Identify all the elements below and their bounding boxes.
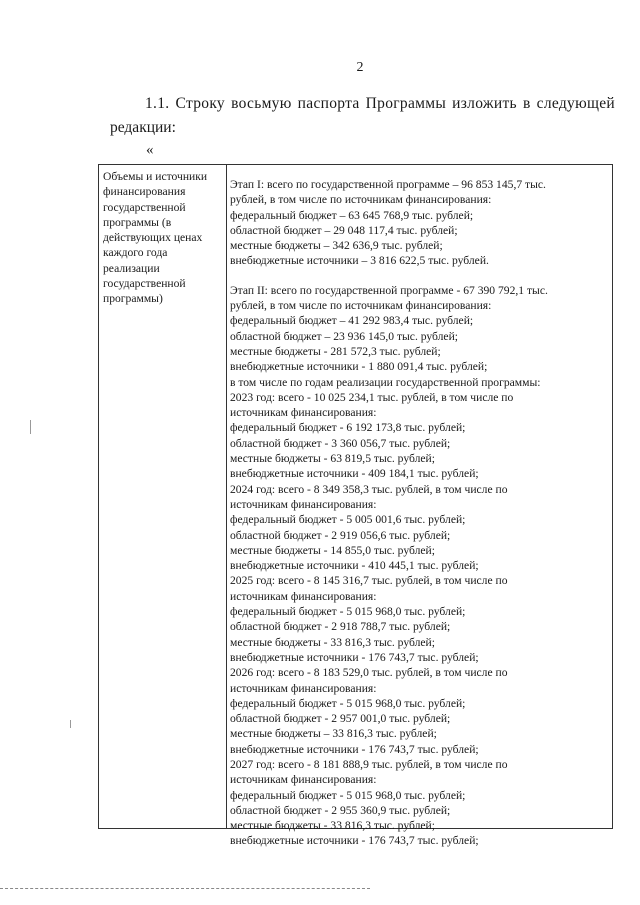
stage2-line: областной бюджет - 2 957 001,0 тыс. рублей; bbox=[230, 712, 451, 726]
stage2-line: 2025 год: всего - 8 145 316,7 тыс. рублей, в том числе по bbox=[230, 574, 508, 588]
stage2-line: 2023 год: всего - 10 025 234,1 тыс. рублей, в том числе по bbox=[230, 390, 514, 404]
table-left-cell bbox=[103, 169, 225, 307]
stage2-line: областной бюджет - 3 360 056,7 тыс. рублей; bbox=[230, 436, 451, 450]
stage1-line: федеральный бюджет – 63 645 768,9 тыс. рублей; bbox=[230, 208, 474, 222]
left-cell-line: государственной bbox=[103, 277, 186, 291]
stage2-line: федеральный бюджет - 5 005 001,6 тыс. рублей; bbox=[230, 513, 466, 527]
stage2-line: источникам финансирования: bbox=[230, 773, 377, 787]
stage2-line: Этап II: всего по государственной программе - 67 390 792,1 тыс. bbox=[230, 283, 548, 297]
stage2-line: местные бюджеты - 33 816,3 тыс. рублей; bbox=[230, 635, 435, 649]
stage2-line: местные бюджеты - 33 816,3 тыс. рублей; bbox=[230, 819, 435, 833]
page-number: 2 bbox=[356, 60, 364, 75]
stage2-line: федеральный бюджет - 5 015 968,0 тыс. рублей; bbox=[230, 788, 466, 802]
left-cell-line: программы (в bbox=[103, 215, 172, 229]
left-cell-line: Объемы и источники bbox=[103, 170, 208, 183]
stage2-line: внебюджетные источники - 176 743,7 тыс. рублей; bbox=[230, 834, 479, 848]
stage2-line: внебюджетные источники - 176 743,7 тыс. рублей; bbox=[230, 650, 479, 664]
table-column-divider bbox=[226, 165, 227, 828]
stage2-line: областной бюджет – 23 936 145,0 тыс. рублей; bbox=[230, 329, 459, 343]
stage2-line: областной бюджет - 2 918 788,7 тыс. рублей; bbox=[230, 620, 451, 634]
stage2-line: федеральный бюджет - 5 015 968,0 тыс. рублей; bbox=[230, 696, 466, 710]
intro-paragraph-line2: редакции: bbox=[110, 119, 176, 136]
stage2-line: 2024 год: всего - 8 349 358,3 тыс. рублей, в том числе по bbox=[230, 482, 508, 496]
stage2-line: федеральный бюджет – 41 292 983,4 тыс. рублей; bbox=[230, 314, 474, 328]
stage2-line: в том числе по годам реализации государственной программы: bbox=[230, 375, 541, 389]
stage1-line: внебюджетные источники – 3 816 622,5 тыс. рублей. bbox=[230, 254, 489, 268]
scan-mark bbox=[30, 420, 31, 434]
stage2-line: областной бюджет - 2 955 360,9 тыс. рублей; bbox=[230, 803, 451, 817]
stage2-line: местные бюджеты - 281 572,3 тыс. рублей; bbox=[230, 344, 441, 358]
stage2-line: рублей, в том числе по источникам финансирования: bbox=[230, 299, 492, 313]
stage2-line: 2027 год: всего - 8 181 888,9 тыс. рублей, в том числе по bbox=[230, 757, 508, 771]
left-cell-line: финансирования bbox=[103, 185, 186, 199]
stage2-line: федеральный бюджет - 5 015 968,0 тыс. рублей; bbox=[230, 605, 466, 619]
left-cell-line: программы) bbox=[103, 292, 163, 306]
left-cell-line: государственной bbox=[103, 200, 186, 214]
table-right-cell bbox=[230, 177, 610, 849]
stage2-line: внебюджетные источники - 409 184,1 тыс. рублей; bbox=[230, 467, 479, 481]
stage2-line: областной бюджет - 2 919 056,6 тыс. рублей; bbox=[230, 528, 451, 542]
left-cell-line: действующих ценах bbox=[103, 231, 203, 245]
stage2-line: федеральный бюджет - 6 192 173,8 тыс. рублей; bbox=[230, 421, 466, 435]
stage2-block bbox=[230, 283, 610, 849]
left-cell-line: каждого года bbox=[103, 246, 168, 260]
stage2-line: местные бюджеты – 33 816,3 тыс. рублей; bbox=[230, 727, 437, 741]
stage2-line: внебюджетные источники - 176 743,7 тыс. рублей; bbox=[230, 742, 479, 756]
scan-footer-line bbox=[0, 888, 370, 889]
stage2-line: внебюджетные источники - 410 445,1 тыс. рублей; bbox=[230, 559, 479, 573]
intro-paragraph-line1: 1.1. Строку восьмую паспорта Программы изложить в следующей bbox=[145, 95, 615, 112]
stage2-line: 2026 год: всего - 8 183 529,0 тыс. рублей, в том числе по bbox=[230, 666, 508, 680]
opening-quote: « bbox=[146, 142, 154, 158]
stage2-line: местные бюджеты - 14 855,0 тыс. рублей; bbox=[230, 543, 435, 557]
stage2-line: местные бюджеты - 63 819,5 тыс. рублей; bbox=[230, 452, 435, 466]
stage1-line: Этап I: всего по государственной программе – 96 853 145,7 тыс. bbox=[230, 178, 546, 191]
block-gap bbox=[230, 269, 610, 283]
stage2-line: источникам финансирования: bbox=[230, 681, 377, 695]
passport-table bbox=[98, 164, 613, 848]
scan-mark bbox=[70, 720, 71, 728]
stage2-line: источникам финансирования: bbox=[230, 497, 377, 511]
stage1-line: областной бюджет – 29 048 117,4 тыс. рублей; bbox=[230, 223, 458, 237]
left-cell-line: реализации bbox=[103, 261, 160, 275]
stage1-line: рублей, в том числе по источникам финансирования: bbox=[230, 193, 492, 207]
stage1-line: местные бюджеты – 342 636,9 тыс. рублей; bbox=[230, 239, 443, 253]
stage2-line: источникам финансирования: bbox=[230, 589, 377, 603]
stage2-line: источникам финансирования: bbox=[230, 406, 377, 420]
stage2-line: внебюджетные источники - 1 880 091,4 тыс. рублей; bbox=[230, 360, 488, 374]
stage1-block bbox=[230, 177, 610, 269]
